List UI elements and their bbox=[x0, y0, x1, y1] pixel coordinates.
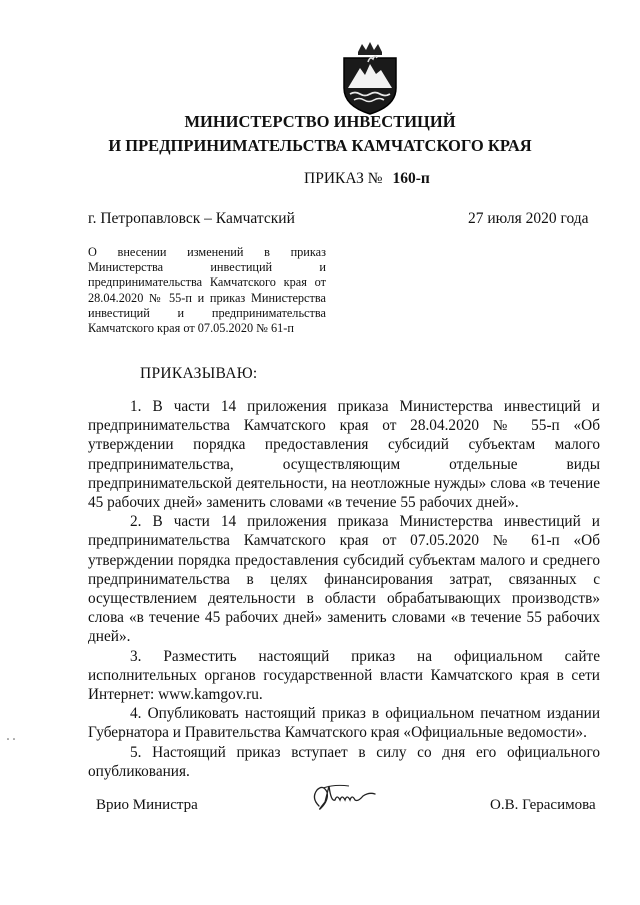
order-city: г. Петропавловск – Камчатский bbox=[88, 210, 295, 227]
order-paragraph-3: 3. Разместить настоящий приказ на официальном сайте исполнительных органов государственной власти Камчатского края в сети Интернет: www.kamgov.ru. bbox=[88, 647, 600, 704]
order-label: ПРИКАЗ № bbox=[304, 170, 383, 187]
order-body bbox=[88, 397, 600, 781]
directive-heading: ПРИКАЗЫВАЮ: bbox=[140, 365, 258, 382]
order-subject: О внесении изменений в приказ Министерства инвестиций и предпринимательства Камчатского края от 28.04.2020 № 55-п и приказ Министерства инвестиций и предпринимательства Камчатского края от 07.05.2020 № 61-п bbox=[88, 245, 326, 336]
order-number: 160-п bbox=[392, 170, 430, 187]
order-date: 27 июля 2020 года bbox=[468, 210, 589, 227]
order-paragraph-5: 5. Настоящий приказ вступает в силу со дня его официального опубликования. bbox=[88, 743, 600, 780]
order-paragraph-1: 1. В части 14 приложения приказа Министерства инвестиций и предпринимательства Камчатского края от 28.04.2020 № 55-п «Об утверждении порядка предоставления субсидий субъектам малого предпринимательства, осуществляющим отдельные виды предпринимательской деятельности, на неотложные нужды» слова «в течение 45 рабочих дней» заменить словами «в течение 55 рабочих дней». bbox=[88, 398, 600, 512]
signature-icon bbox=[305, 780, 380, 818]
order-paragraph-2: 2. В части 14 приложения приказа Министерства инвестиций и предпринимательства Камчатского края от 07.05.2020 № 61-п «Об утверждении порядка предоставления субсидий субъектам малого и среднего предпринимательства в целях финансирования затрат, связанных с осуществлением деятельности в области обрабатывающих производств» слова «в течение 45 рабочих дней» заменить словами «в течение 55 рабочих дней». bbox=[88, 513, 600, 646]
signatory-name: О.В. Герасимова bbox=[490, 797, 596, 813]
margin-dots bbox=[6, 737, 16, 741]
ministry-name-line2: И ПРЕДПРИНИМАТЕЛЬСТВА КАМЧАТСКОГО КРАЯ bbox=[108, 136, 532, 155]
coat-of-arms-icon bbox=[338, 42, 402, 116]
signatory-role: Врио Министра bbox=[96, 797, 198, 813]
ministry-name-line1: МИНИСТЕРСТВО ИНВЕСТИЦИЙ bbox=[184, 112, 456, 131]
order-title bbox=[304, 170, 430, 188]
order-paragraph-4: 4. Опубликовать настоящий приказ в официальном печатном издании Губернатора и Правительства Камчатского края «Официальные ведомости». bbox=[88, 705, 600, 742]
